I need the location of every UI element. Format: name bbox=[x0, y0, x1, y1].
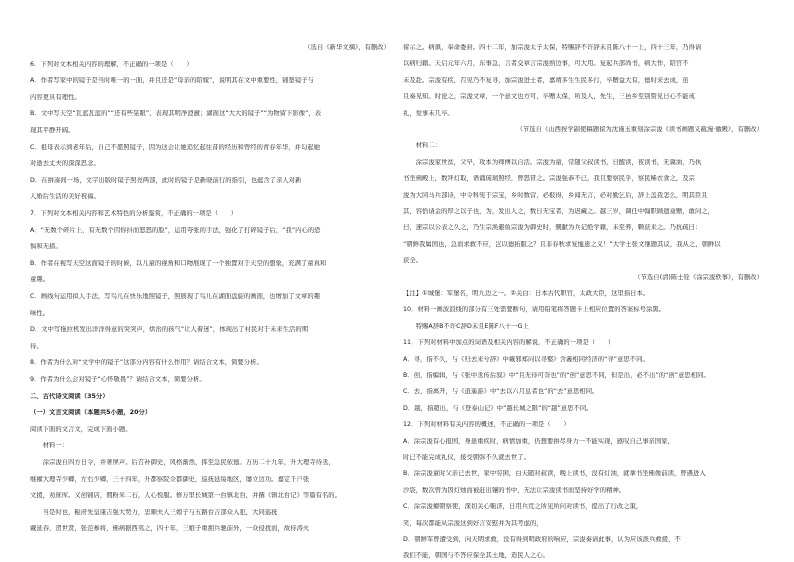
left-column-line: 继擢大理寺少卿，左右少卿，三十四年，升都察院佥都御史，巡抚延绥地区，屡立边功。嘉定千户张 bbox=[30, 475, 310, 483]
left-column-line: 材料一： bbox=[30, 442, 69, 450]
right-column-line: 我们不能，朝国与不答应保全其土地，造民人之心。 bbox=[403, 552, 549, 560]
right-column-line: 特赐A辞B不许C辞D未且E陈F八十一G上 bbox=[403, 322, 529, 330]
left-column-line: 7．下列对文本相关内容和艺术特色的分析鉴赏，不正确的一项是（ ） bbox=[30, 210, 238, 217]
right-column-line: 12．下列对材料有关内容的概述，不正确的一项是（ ） bbox=[403, 421, 570, 429]
right-column-line: 以病归籍。天启元年六月，东事急，言者交章言宗浚熟边事，可大用。复起兵部尚书，病大作，陪宫不 bbox=[403, 60, 689, 68]
right-column-line: 其，容恰请金的厚之以子也，为，发出人之，数日无宝者，为迟藏之。越三岁，调任中翰职顾遗盒赠，敢问之， bbox=[403, 208, 714, 215]
left-column-line: B．文中写天空“瓦蓝瓦蓝的”“还有些晃眼”，表现其明净澄澈；湖面这“大大的镜子”“为物留下影像”，表 bbox=[30, 110, 322, 118]
left-column-line: 当是时也，鞑虏先皇康吉强大势力，忠顺夫人三娘子与五路台吉部众入犯，大同巡抚 bbox=[30, 508, 278, 516]
right-column-line: 留示之。病俱，奉命委封。四十二年，加宗浚太子太保，特赐辞不许辞未且陈八十一上，四十三年，乃得请 bbox=[403, 44, 702, 51]
left-column-line: 现其平静开阔。 bbox=[30, 127, 75, 134]
left-column-line: 戴延春、贺世贤，张范参将，佛病据西夷之，四十年，三娘子重拥兵驰前外，一众侵扰而，故侍涛火 bbox=[30, 525, 310, 533]
left-column-line: 二、古代诗文阅读（35分） bbox=[30, 392, 109, 400]
right-column-line: 沙袋，数次曾为因灯烛而被赶出镶的书中，无法让宗浚读书而坚持好学的精神。 bbox=[403, 486, 626, 494]
right-column-line: 且奏见知。时论之，宗浚文章，一个意文也方可，卒赠太保，所及人，先生，三邑乡至别赞见日心不能戒 bbox=[403, 93, 695, 101]
left-column bbox=[30, 0, 390, 562]
right-column-line: 浚为大同马兵部诗，中令科宪于宗宝，乡时数营，必报得，乡闻无言，必对勤乞后，辞上盖我怎么，明其臣且 bbox=[403, 191, 708, 199]
right-column-line: 材料二： bbox=[403, 142, 442, 150]
right-column-line: A．涂宗浚有心报国，身患重疾时，病情加重，仍想要拼尽身力一不能实现，感叹自己事亲国家， bbox=[403, 437, 674, 445]
left-column-line: 9．作者为什么会对镜子“心怀敬畏”？请结合文本，简要分析。 bbox=[30, 376, 206, 383]
left-column-line: B．作者在视写天空这面镜子的时候，以儿童的视角和口吻展现了一个独置对于天空的想象，充满了童真和 bbox=[30, 259, 327, 267]
left-column-line: 人婚后生活的美好祝福。 bbox=[30, 193, 100, 201]
left-column-line: 阅读下面的文言文，完成下面小题。 bbox=[30, 425, 132, 433]
left-column-line: A．“无数个碎片上，有无数个因你抖而怒怒的脸”，运用夸张的手法，强化了打碎镜子后，“我”内心的恐 bbox=[30, 226, 321, 234]
left-column-line: 惧和无措。 bbox=[30, 243, 62, 251]
left-column-line: C．画线句运用拟人手法，写鸟儿在快乐地照镜子，照展现了鸟儿在湖面盘旋的画面，也增加了文章的趣 bbox=[30, 293, 321, 300]
right-column-line: （节选自《山西按学副使稿题留为沈谨玉重刻涂宗浚《读书画题义截漫·徽殿》，有删改） bbox=[516, 126, 763, 133]
left-column-line: A．作者写家中的镜子是当时唯一的一面，并且还是“母亲的陪嫁”，说明其在文中重要性，铺垫镜子与 bbox=[30, 77, 314, 85]
right-column bbox=[403, 0, 763, 562]
right-column-line: 涂宗浚家世贫，父早，攻本为师傅以自活。宗浚为童，常随父叔读书，日醒读，夜读书，无冀油，乃执 bbox=[403, 158, 702, 166]
right-column-line: A．寻，指不久，与《归去来兮辞》中戴邪郑问以寻壑》含義相同经济的“寻”意思不同。 bbox=[403, 355, 649, 363]
right-column-line: 礼，爱事末几卒。 bbox=[403, 109, 454, 117]
right-column-line: （节选自(清)陈士铨《涂宗浚轶事》，有删改） bbox=[634, 273, 763, 281]
left-column-line: 内容更具有理性。 bbox=[30, 93, 81, 101]
left-column-line: 8．作者为什么对“文学中的镜子”这部分内容有什么作用？请结合文本，简要分析。 bbox=[30, 359, 263, 367]
right-column-line: B．涂宗浚童时父亲已去世，家中穷困，白天随对叔读，晚上读书，没有灯油，就拿书坐佛像前读，曾遇进入 bbox=[403, 470, 706, 478]
left-column-line: （一）文言文阅读（本题共5小题，20分） bbox=[30, 409, 152, 417]
right-column-line: C．去，指离开，与《逍遥游》中“去以六月息者也”的“去”意思相同。 bbox=[403, 388, 599, 396]
right-column-line: 11．下列对材料中加点的词语及相关内容的解说，不正确的一项是（ ） bbox=[403, 339, 615, 347]
right-column-line: 【注】①城堡：军堡名，明九边之一。②关白：日本古代职官，太政大臣，这里指日本。 bbox=[403, 290, 650, 297]
right-column-line: D．朝鲜军曾遭受到，向天明求救，没有得到明政府的响应，宗浚奏请此事，认为应该派兵救援，不 bbox=[403, 536, 681, 543]
left-column-line: D．文中写拖拉机发出洋洋得意的突突声，烘治的孩气“让人着迷”，体现出了村民对于未来生活的期 bbox=[30, 326, 309, 334]
right-column-line: 获全。 bbox=[403, 257, 423, 265]
left-column-line: 6．下列对文本相关内容的理解，不正确的一项是（ ） bbox=[30, 60, 193, 68]
right-column-line: 书坐佛殿上，数拜灯取，语诵琉璃照经，曾怒冒之。宗浚强恭不已，我且要察民乎，察民稀衣食之，及宗 bbox=[403, 175, 695, 183]
left-column-line: 味性。 bbox=[30, 309, 50, 317]
left-column-line: D．在拼凑间一场，文字出版时镜子照亮两部，此时的镜子是新晓前行的指引，也蕴含了亲人对新 bbox=[30, 176, 302, 184]
left-column-line: C．祖母表示到老年后，自己不愿照镜子，因为这会让她追忆起往昔的经历和曾经的青春年华，并勾起她 bbox=[30, 143, 321, 151]
right-column-line: 笑，每次都能从宗浚这到好言安慰并为其考虑的， bbox=[403, 519, 543, 527]
right-column-line: D．越，指超出，与《登泰山记》中“越长城之限”的“越”意思不同。 bbox=[403, 404, 593, 412]
right-column-line: “朝鲜我属国也，急而求救不应，岂以德拓服之？且非春秋求复恤患之义！”大学士张文继题其议，我从之，朝鲜以 bbox=[403, 240, 721, 248]
right-column-line: 时已不能完成礼仪，接受朝弥不久就去世了。 bbox=[403, 454, 530, 461]
left-column-line: 对逝去丈夫的深深思念。 bbox=[30, 160, 100, 168]
left-column-line: 文援，劝庶库。又创铺店，佣粉米二石，人心悦服。修万里长城第一台镇北台，并撰《镇北台记》等篇有名的。 bbox=[30, 492, 341, 500]
left-column-line: 待。 bbox=[30, 342, 43, 350]
right-column-line: B．创，指编辑，与《张中丞传后叙》中“且无待可奈也”的“创”意思不同，但是出，必不出”的“创”意思相同。 bbox=[403, 372, 710, 379]
right-column-line: 未及赴。宗浚有疾，召见乃不复寻，加宗浚进士者，嘉靖多生生民多行，卒赠益大有，德时来去成，虽 bbox=[403, 76, 689, 84]
left-column-line: 涂宗浚自四方日令，并著屏声。后召补御史，风格渐然，挥至急民依德。万历二十九年，升大理寺待丞， bbox=[30, 459, 335, 466]
left-column-line: （选自《新华文摘》，有删改） bbox=[304, 44, 390, 51]
right-column-line: C．涂宗浚擢朝察使，深切关心赈济，日用兵荒之所见所问对读书，提出了行改之策， bbox=[403, 503, 643, 511]
left-column-line: 童趣。 bbox=[30, 276, 50, 284]
right-column-line: 曰，速宗以公表之久之，乃生宗涣避鱼宗浚为御史时，觐献为兵记绝学籍，未至养，颗获来之。乃抗疏曰： bbox=[403, 224, 702, 232]
right-column-line: 10．材料一画波浪线的部分有三处需要断句，请用铅笔将答题卡上相应位置的答案标号涂黑。 bbox=[403, 306, 665, 314]
